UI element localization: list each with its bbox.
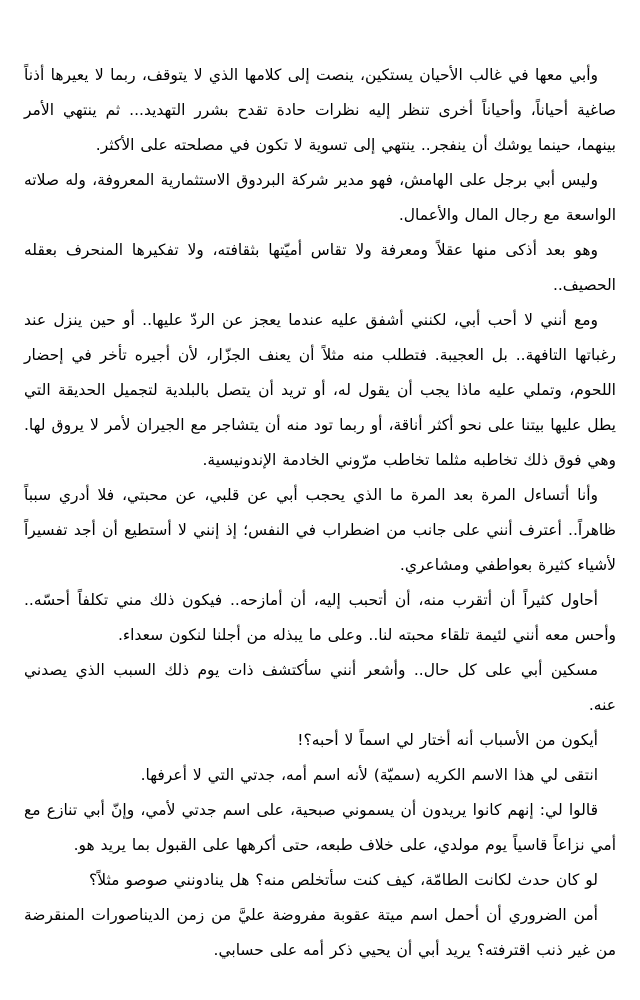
paragraph-narrator-wonders: وأنا أتساءل المرة بعد المرة ما الذي يحجب أبي عن قلبي، عن محبتي، فلا أدري سبباً ظاهراً.. أعترف أنني على جانب من اضطراب في النفس؛ إذ إنني لا أستطيع أن أجد تفسيراً لأشياء كثيرة بعواطفي ومشاعري. [24, 486, 616, 574]
paragraph-poor-father: مسكين أبي على كل حال.. وأشعر أنني سأكتشف ذات يوم ذلك السبب الذي يصدني عنه. [24, 661, 616, 714]
paragraph-father-calms-down: وأبي معها في غالب الأحيان يستكين، ينصت إلى كلامها الذي لا يتوقف، ربما لا يعيرها أذناً صاغية أحياناً، وأحياناً أخرى تنظر إليه نظرات حادة تقدح بشرر التهديد... ثم ينتهي الأمر بينهما، حينما يوشك أن ينفجر.. ينتهي إلى تسوية لا تكون في مصلحته على الأكثر. [24, 66, 616, 154]
paragraph-dinosaur-punishment: أمن الضروري أن أحمل اسم ميتة عقوبة مفروضة عليَّ من زمن الديناصورات المنقرضة من غير ذنب اقترفته؟ يريد أبي أن يحيي ذكر أمه على حسابي. [24, 906, 616, 959]
paragraph-hated-name: انتقى لي هذا الاسم الكريه (سميّة) لأنه اسم أمه، جدتي التي لا أعرفها. [140, 766, 598, 784]
paragraph-sousou-joke: لو كان حدث لكانت الطامّة، كيف كنت سأتخلص منه؟ هل ينادونني صوصو مثلاً؟ [88, 871, 598, 889]
paragraph-mothers-demands: ومع أنني لا أحب أبي، لكنني أشفق عليه عندما يعجز عن الردّ عليها.. أو حين ينزل عند رغباتها التافهة.. بل العجيبة. فتطلب منه مثلاً أن يعنف الجزّار، لأن أجيره تأخر في إحضار اللحوم، وتملي عليه ماذا يجب أن يقول له، أو تريد أن يتصل بالبلدية لتجميل الحديقة التي يطل عليها بيتنا على نحو أكثر أناقة، أو ربما تود منه أن يتشاجر مع الجيران لأمر لا يروق لها. وهي فوق ذلك تخاطبه مثلما تخاطب مرّوني الخادمة الإندونيسية. [24, 311, 616, 469]
paragraph-naming-dispute: قالوا لي: إنهم كانوا يريدون أن يسموني صبحية، على اسم جدتي لأمي، وإنّ أبي تنازع مع أمي نزاعاً قاسياً يوم مولدي، على خلاف طبعه، حتى أكرهها على القبول بما يريد هو. [24, 801, 616, 854]
paragraph-trying-to-get-close: أحاول كثيراً أن أتقرب منه، أن أتحبب إليه، أن أمازحه.. فيكون ذلك مني تكلفاً أحسّه.. وأحس معه أنني لئيمة تلقاء محبته لنا.. وعلى ما يبذله من أجلنا لنكون سعداء. [24, 591, 616, 644]
page-text [24, 58, 616, 968]
paragraph-father-company: وليس أبي برجل على الهامش، فهو مدير شركة البردوق الاستثمارية المعروفة، وله صلاته الواسعة مع رجال المال والأعمال. [24, 171, 616, 224]
paragraph-father-smarter: وهو بعد أذكى منها عقلاً ومعرفة ولا تقاس أميّتها بثقافته، ولا تفكيرها المنحرف بعقله الحصيف.. [24, 241, 616, 294]
paragraph-name-question: أيكون من الأسباب أنه أختار لي اسماً لا أحبه؟! [297, 731, 598, 749]
